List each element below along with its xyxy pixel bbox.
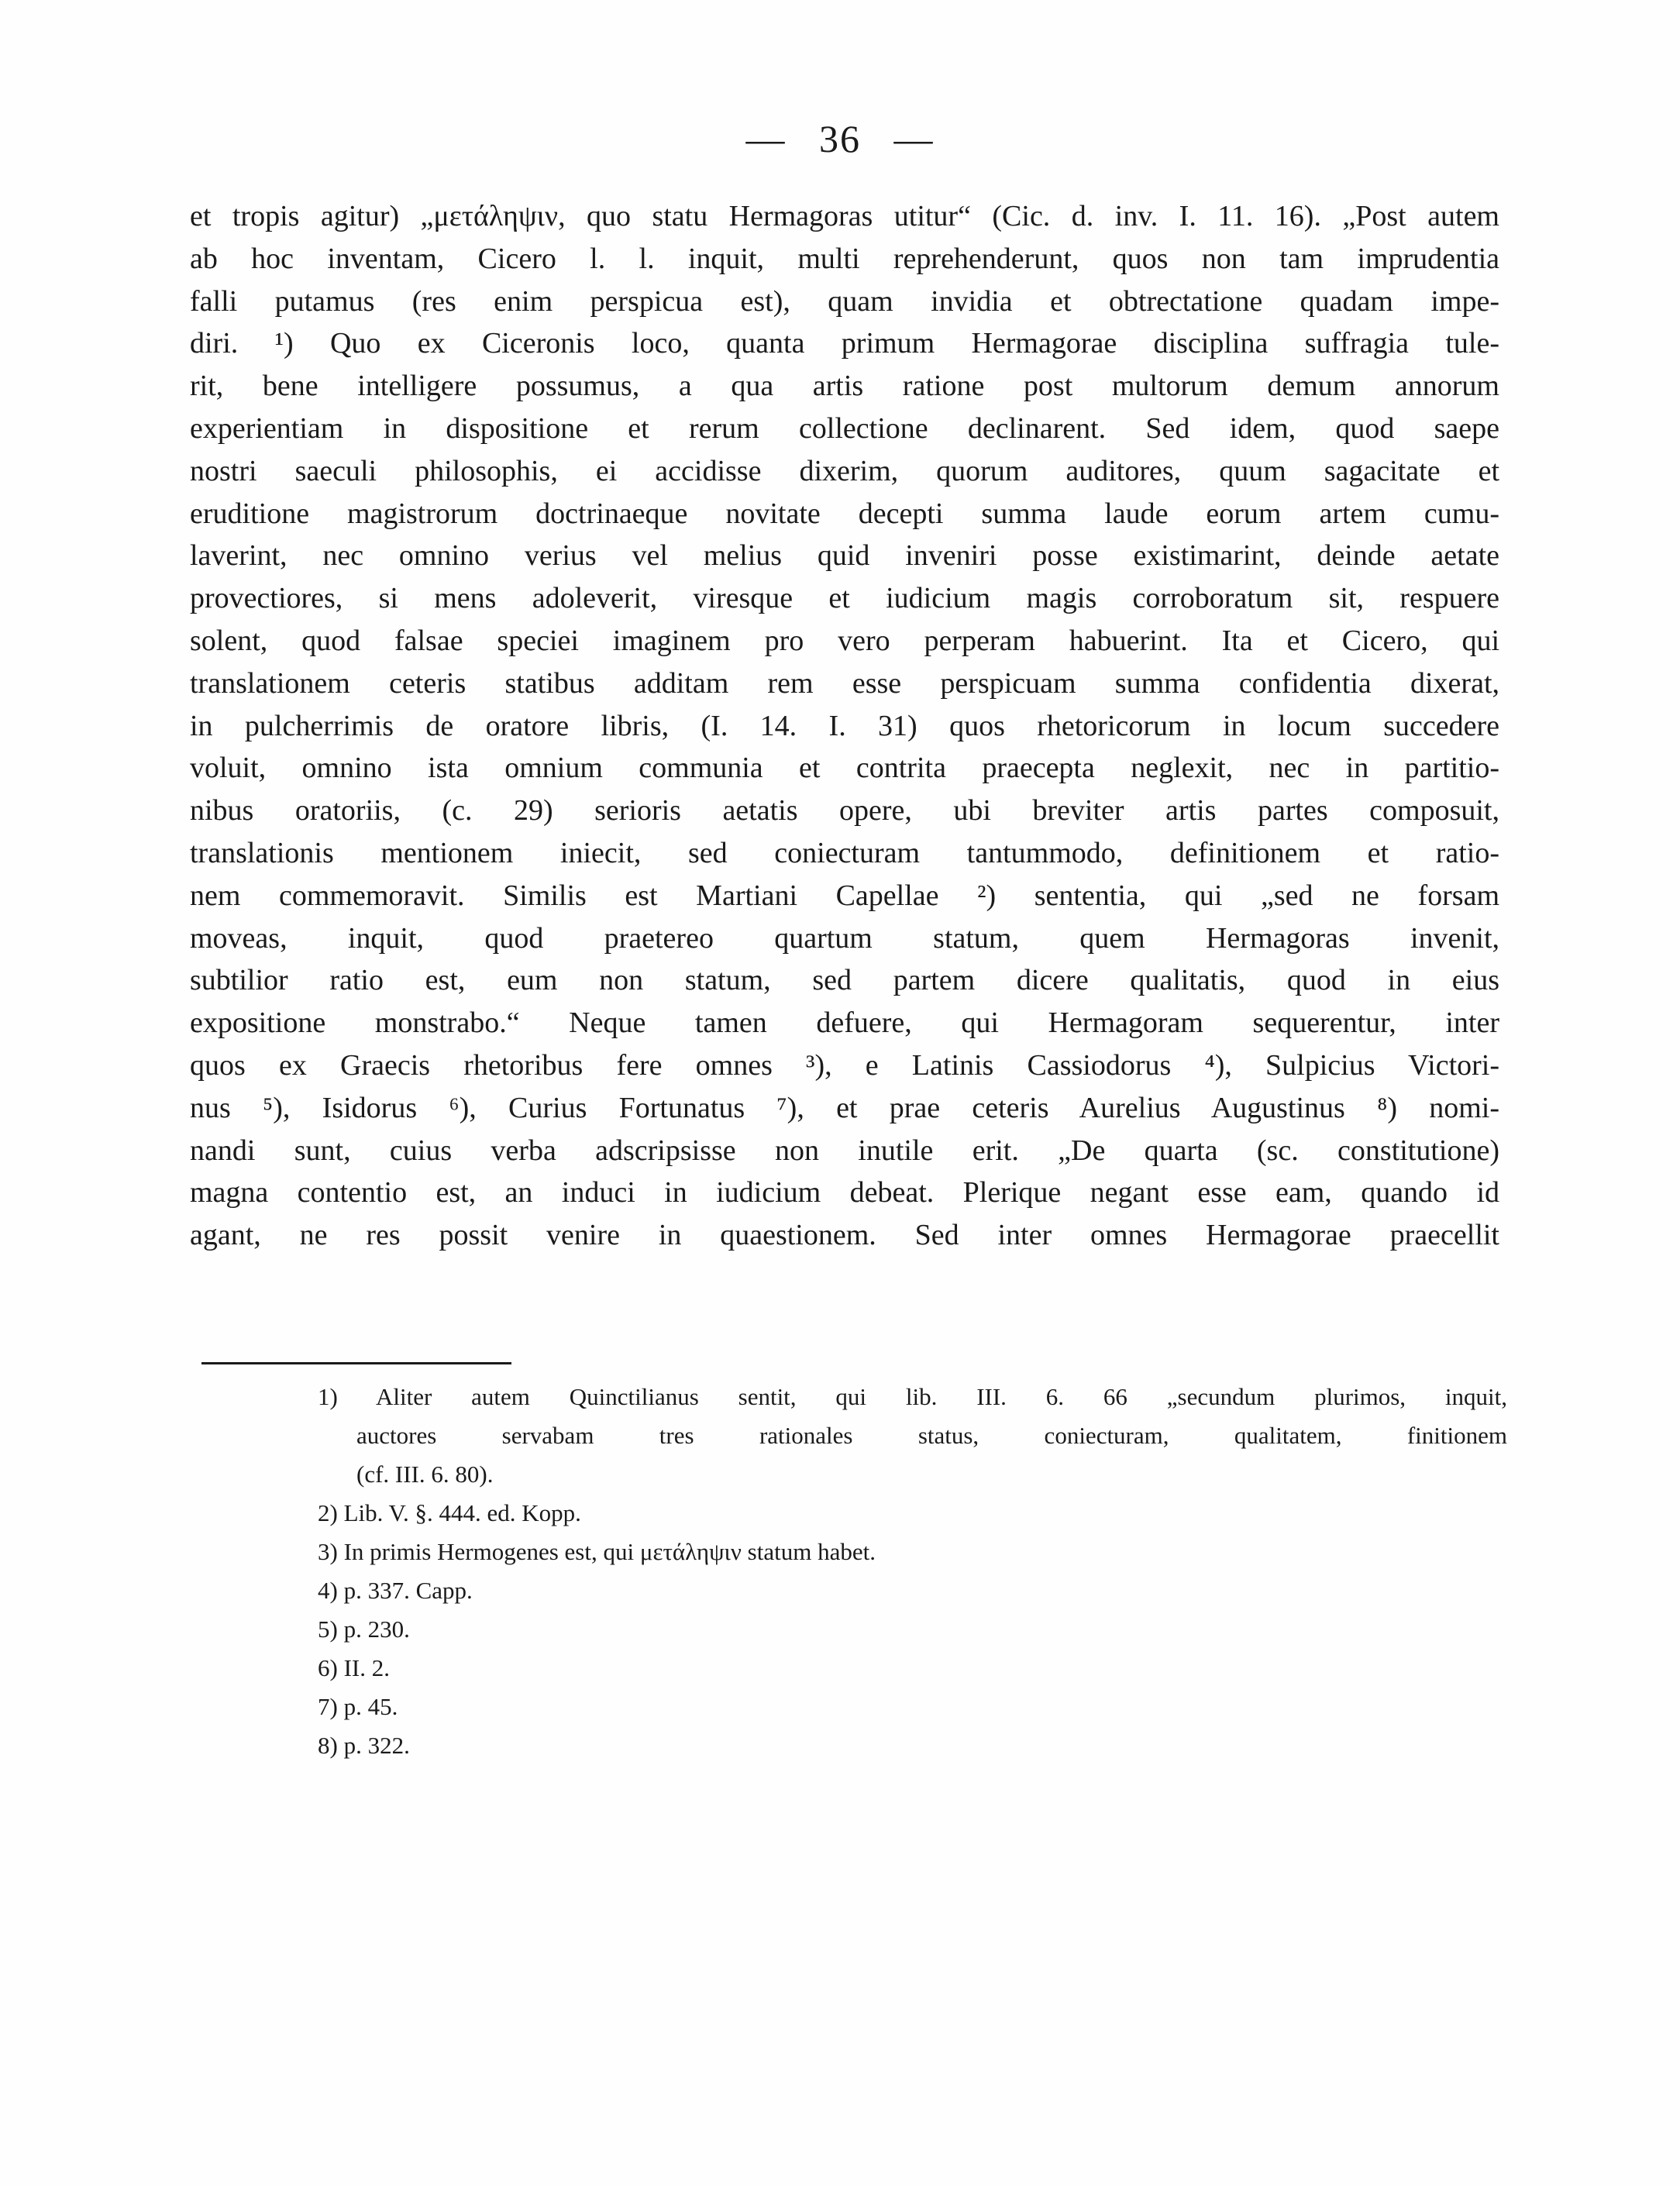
main-text — [190, 195, 1499, 1257]
text-line: in pulcherrimis de oratore libris, (I. 14. I. 31) quos rhetoricorum in locum succedere — [190, 709, 1499, 742]
text-line: falli putamus (res enim perspicua est), quam invidia et obtrectatione quadam impe- — [190, 284, 1499, 318]
text-line: quos ex Graecis rhetoribus fere omnes ³), e Latinis Cassiodorus ⁴), Sulpicius Victori- — [190, 1048, 1499, 1082]
footnote-line: 1) Aliter autem Quinctilianus sentit, qui lib. III. 6. 66 „secundum plurimos, inquit, — [318, 1383, 1507, 1410]
footnote-line: 4) p. 337. Capp. — [318, 1577, 473, 1604]
text-line: nostri saeculi philosophis, ei accidisse dixerim, quorum auditores, quum sagacitate et — [190, 454, 1499, 487]
footnote-separator — [201, 1362, 511, 1364]
text-line: nibus oratoriis, (c. 29) serioris aetatis opere, ubi breviter artis partes composuit, — [190, 794, 1499, 828]
footnote-line: auctores servabam tres rationales status, coniecturam, qualitatem, finitionem — [356, 1422, 1507, 1449]
footnote-line: 5) p. 230. — [318, 1616, 410, 1643]
page-header — [0, 116, 1680, 161]
text-line: nandi sunt, cuius verba adscripsisse non inutile erit. „De quarta (sc. constitutione) — [190, 1134, 1499, 1167]
header-dash-right: — — [893, 117, 935, 160]
text-line: rit, bene intelligere possumus, a qua artis ratione post multorum demum annorum — [190, 370, 1499, 403]
text-line: laverint, nec omnino verius vel melius quid inveniri posse existimarint, deinde aetate — [190, 539, 1499, 573]
text-line: provectiores, si mens adoleverit, viresque et iudicium magis corroboratum sit, respuere — [190, 582, 1499, 615]
text-line: expositione monstrabo.“ Neque tamen defuere, qui Hermagoram sequerentur, inter — [190, 1006, 1499, 1040]
text-line: et tropis agitur) „μετάληψιν, quo statu Hermagoras utitur“ (Cic. d. inv. I. 11. 16). „Post autem — [190, 200, 1499, 232]
text-line: translationis mentionem iniecit, sed coniecturam tantummodo, definitionem et ratio- — [190, 836, 1499, 869]
text-line: translationem ceteris statibus additam rem esse perspicuam summa confidentia dixerat, — [190, 666, 1499, 700]
footnote-line: (cf. III. 6. 80). — [356, 1461, 494, 1488]
text-line: subtilior ratio est, eum non statum, sed partem dicere qualitatis, quod in eius — [190, 964, 1499, 997]
footnote-line: 3) In primis Hermogenes est, qui μετάληψιν statum habet. — [318, 1538, 876, 1565]
footnote-line: 2) Lib. V. §. 444. ed. Kopp. — [318, 1499, 581, 1526]
text-line: agant, ne res possit venire in quaestionem. Sed inter omnes Hermagorae praecellit — [190, 1219, 1499, 1252]
text-line: eruditione magistrorum doctrinaeque novitate decepti summa laude eorum artem cumu- — [190, 497, 1499, 530]
text-line: solent, quod falsae speciei imaginem pro vero perperam habuerint. Ita et Cicero, qui — [190, 624, 1499, 657]
footnote-line: 6) II. 2. — [318, 1654, 390, 1681]
text-line: magna contentio est, an induci in iudicium debeat. Plerique negant esse eam, quando id — [190, 1176, 1499, 1209]
text-line: diri. ¹) Quo ex Ciceronis loco, quanta primum Hermagorae disciplina suffragia tule- — [190, 327, 1499, 360]
text-line: nem commemoravit. Similis est Martiani Capellae ²) sententia, qui „sed ne forsam — [190, 879, 1499, 912]
footnotes — [318, 1378, 1507, 1765]
text-line: experientiam in dispositione et rerum collectione declinarent. Sed idem, quod saepe — [190, 411, 1499, 445]
footnote-line: 7) p. 45. — [318, 1693, 398, 1720]
text-line: moveas, inquit, quod praetereo quartum statum, quem Hermagoras invenit, — [190, 921, 1499, 955]
footnote-line: 8) p. 322. — [318, 1732, 410, 1759]
page-number: 36 — [819, 117, 861, 160]
text-line: voluit, omnino ista omnium communia et contrita praecepta neglexit, nec in partitio- — [190, 752, 1499, 785]
header-dash-left: — — [745, 117, 787, 160]
text-line: nus ⁵), Isidorus ⁶), Curius Fortunatus ⁷), et prae ceteris Aurelius Augustinus ⁸) nomi- — [190, 1091, 1499, 1124]
text-line: ab hoc inventam, Cicero l. l. inquit, multi reprehenderunt, quos non tam imprudentia — [190, 242, 1499, 275]
